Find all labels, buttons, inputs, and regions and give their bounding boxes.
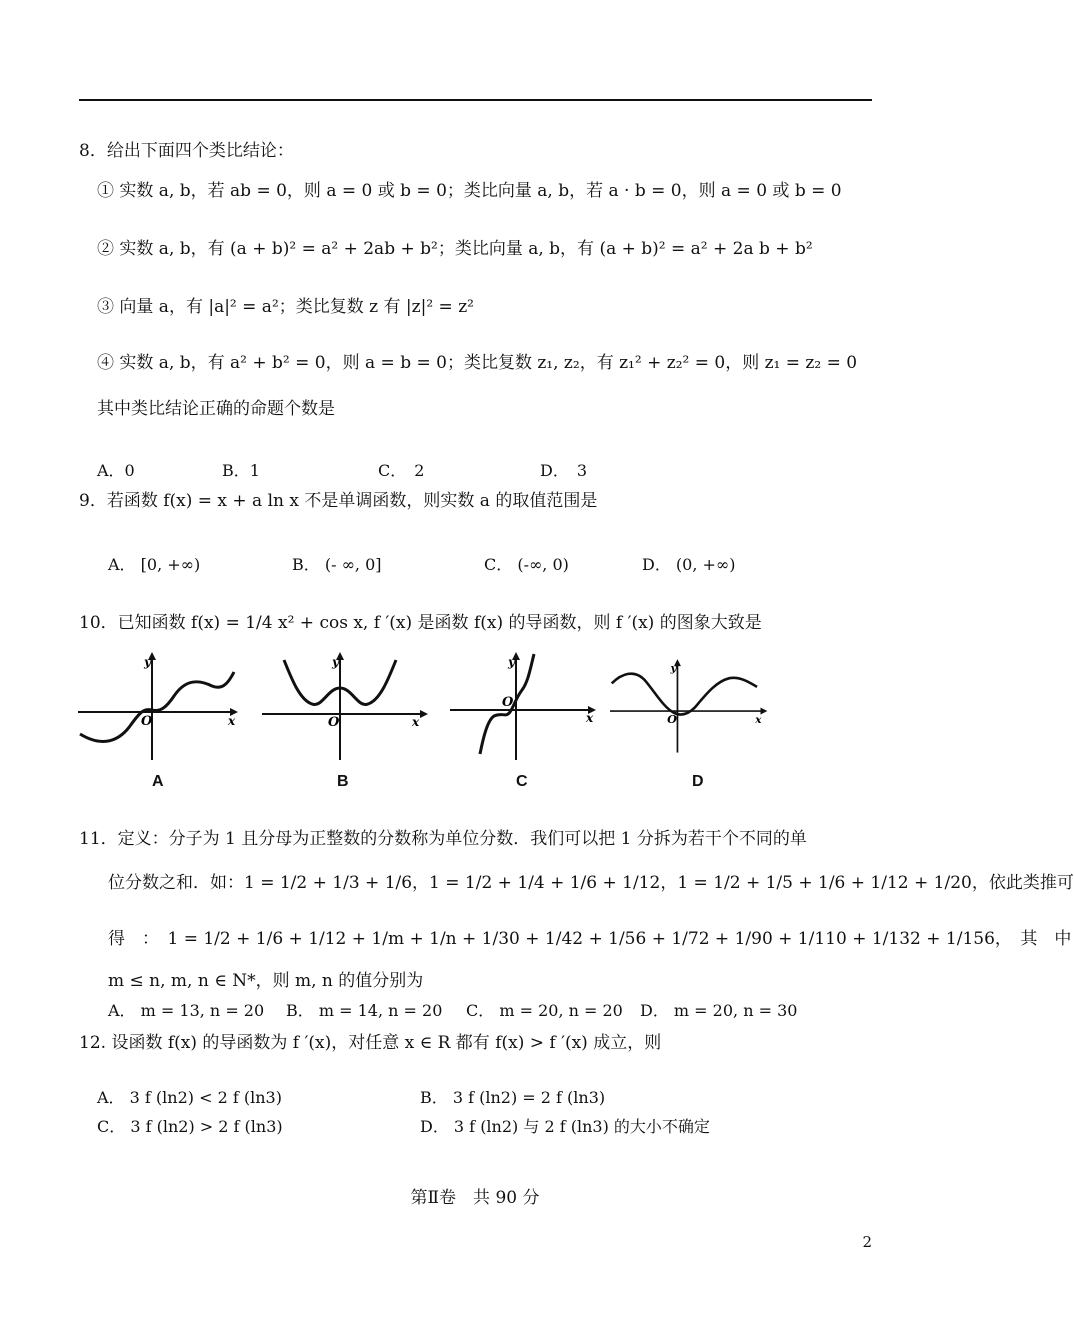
graph-d <box>610 650 770 760</box>
graph-a-y-label: y <box>144 655 151 669</box>
q12-option-d: D． 3 f (ln2) 与 2 f (ln3) 的大小不确定 <box>420 1117 710 1136</box>
q9-option-a: A． [0, +∞) <box>108 555 201 574</box>
graph-c-x-label: x <box>586 711 594 725</box>
graph-a-label: A <box>152 773 164 790</box>
section-title: 第Ⅱ卷 共 90 分 <box>410 1188 540 1208</box>
q8-item-1: ① 实数 a, b，若 ab = 0，则 a = 0 或 b = 0；类比向量 a, b，若 a · b = 0，则 a = 0 或 b = 0 <box>97 181 842 201</box>
q12-option-a: A． 3 f (ln2) < 2 f (ln3) <box>97 1088 282 1107</box>
header-rule <box>79 99 872 101</box>
q8-question: 其中类比结论正确的命题个数是 <box>97 399 335 419</box>
q8-option-d: D． 3 <box>540 461 588 480</box>
q11-line-2: 位分数之和．如：1 = 1/2 + 1/3 + 1/6，1 = 1/2 + 1/4 + 1/6 + 1/12，1 = 1/2 + 1/5 + 1/6 + 1/12 + 1/20，依此类推可 <box>108 873 1074 893</box>
q9-option-c: C． (-∞, 0) <box>484 555 569 574</box>
q10-stem: 10．已知函数 f(x) = 1/4 x² + cos x, f ′(x) 是函数 f(x) 的导函数，则 f ′(x) 的图象大致是 <box>79 613 762 633</box>
q11-line-1: 11．定义：分子为 1 且分母为正整数的分数称为单位分数．我们可以把 1 分拆为若干个不同的单 <box>79 829 807 849</box>
page-number: 2 <box>862 1233 872 1251</box>
graph-b-y-label: y <box>332 655 339 669</box>
q8-stem: 8．给出下面四个类比结论： <box>79 141 294 161</box>
q11-line-3: 得 ： 1 = 1/2 + 1/6 + 1/12 + 1/m + 1/n + 1/30 + 1/42 + 1/56 + 1/72 + 1/90 + 1/110 + 1/132 + 1/156， 其 中 <box>108 929 1072 949</box>
q12-option-b: B． 3 f (ln2) = 2 f (ln3) <box>420 1088 606 1107</box>
q9-option-b: B． (- ∞, 0] <box>292 555 382 574</box>
graph-c-label: C <box>516 773 528 790</box>
q11-line-4: m ≤ n, m, n ∈ N*，则 m, n 的值分别为 <box>108 971 424 991</box>
q11-option-a: A． m = 13, n = 20 <box>108 1001 265 1020</box>
graph-c <box>450 650 610 760</box>
graph-d-origin: O <box>667 712 677 727</box>
graph-b-origin: O <box>328 715 340 730</box>
graph-d-y-label: y <box>670 662 677 675</box>
q9-option-d: D． (0, +∞) <box>642 555 736 574</box>
graph-b <box>262 650 422 760</box>
graph-d-label: D <box>692 773 704 790</box>
q12-option-c: C． 3 f (ln2) > 2 f (ln3) <box>97 1117 283 1136</box>
graph-c-origin: O <box>502 695 514 710</box>
graph-c-y-label: y <box>508 655 515 669</box>
graph-a-origin: O <box>141 714 153 729</box>
q8-item-3: ③ 向量 a，有 |a|² = a²；类比复数 z 有 |z|² = z² <box>97 297 474 317</box>
q9-stem: 9．若函数 f(x) = x + a ln x 不是单调函数，则实数 a 的取值范围是 <box>79 491 598 511</box>
graph-b-x-label: x <box>412 715 420 729</box>
q11-option-d: D． m = 20, n = 30 <box>640 1001 798 1020</box>
q11-option-b: B． m = 14, n = 20 <box>286 1001 443 1020</box>
q8-item-2: ② 实数 a, b，有 (a + b)² = a² + 2ab + b²；类比向量 a, b，有 (a + b)² = a² + 2a b + b² <box>97 239 813 259</box>
q11-option-c: C． m = 20, n = 20 <box>466 1001 623 1020</box>
q12-stem: 12. 设函数 f(x) 的导函数为 f ′(x)，对任意 x ∈ R 都有 f(x) > f ′(x) 成立，则 <box>79 1033 662 1053</box>
q8-option-a: A．0 <box>97 461 135 480</box>
q8-option-c: C． 2 <box>378 461 425 480</box>
graph-b-label: B <box>337 773 349 790</box>
graph-a <box>78 650 238 760</box>
graph-a-x-label: x <box>228 714 236 728</box>
q8-item-4: ④ 实数 a, b，有 a² + b² = 0，则 a = b = 0；类比复数 z₁, z₂，有 z₁² + z₂² = 0，则 z₁ = z₂ = 0 <box>97 353 858 373</box>
graph-d-x-label: x <box>755 714 762 727</box>
q8-option-b: B．1 <box>222 461 260 480</box>
